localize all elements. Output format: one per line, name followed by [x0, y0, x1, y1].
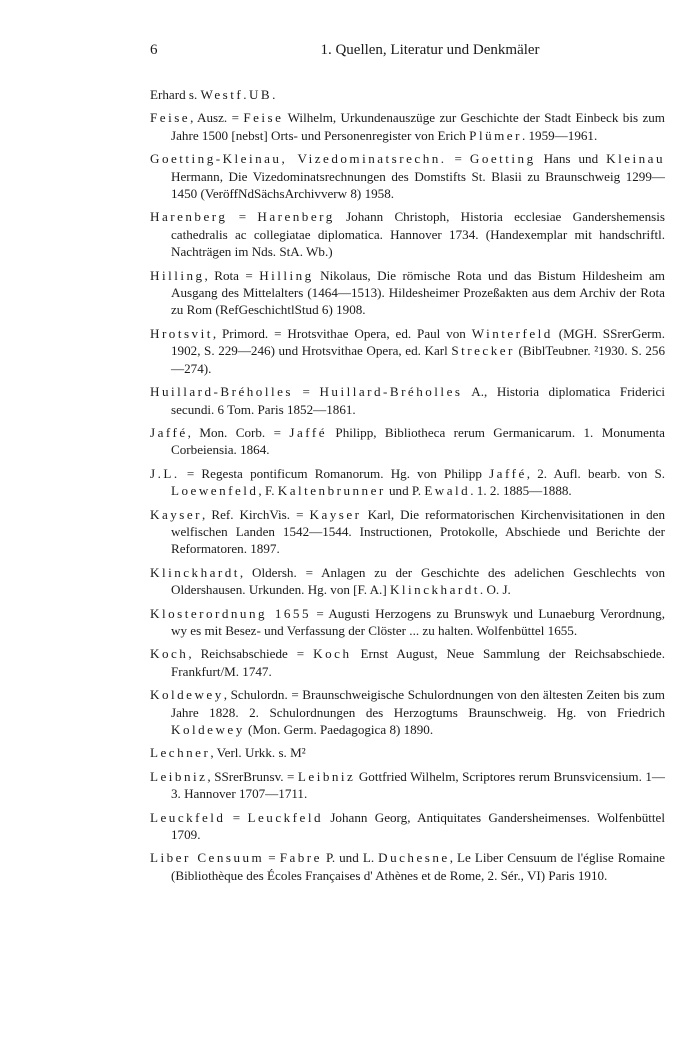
spaced-name: Koldewey [171, 722, 245, 737]
bibliography-entry [150, 768, 665, 803]
spaced-name: Harenberg [150, 209, 228, 225]
spaced-name: Huillard-Bréholles [319, 384, 463, 400]
spaced-name: J.L. [150, 465, 180, 481]
entry-text: Johann Christoph, Historia ecclesiae Gandershemensis cathedralis ac collegiatae diplomatica. Hannover 1734. (Handexemplar mit handschriftl. Nachträgen im Nds. StA. Wb.) [171, 209, 665, 260]
spaced-name: Leuckfeld [150, 809, 226, 825]
bibliography-entry [150, 208, 665, 260]
entry-text: = [227, 209, 258, 225]
entry-text: = Regesta pontificum Romanorum. Hg. von Philipp [179, 465, 490, 481]
spaced-name: Westf.UB [200, 87, 273, 102]
entry-text: Nikolaus, Die römische Rota und das Bistum Hildesheim am Ausgang des Mittelalters (1464—1513). Hildesheimer Prozeßakten aus dem Archiv der Rota zu Rom (RefGeschichtlStud 6) 1908. [171, 267, 665, 318]
spaced-name: Duchesne [378, 850, 450, 866]
spaced-name: Jaffé [489, 465, 527, 481]
spaced-name: Loewenfeld [171, 483, 259, 499]
entry-text: (BiblTeubner. ²1930. S. 256—274). [171, 343, 665, 376]
entry-text: = Augusti Herzogens zu Brunswyk und Lunaeburg Verordnung, wy es mit Besez- und Verfassung der Clöster ... zu halten. Wolfenbüttel 1655. [171, 605, 665, 638]
bibliography-entry [150, 564, 665, 599]
spaced-name: Klosterordnung 1655 [150, 605, 312, 621]
bibliography-entry [150, 744, 665, 761]
bibliography-entry [150, 686, 665, 738]
spaced-name: Liber Censuum [150, 850, 265, 866]
entry-text: P. und L. [321, 850, 379, 866]
bibliography-entry [150, 86, 665, 103]
entry-text: , Rota = [204, 267, 260, 283]
entry-text: , Reichsabschiede = [188, 646, 314, 662]
page-number: 6 [150, 42, 158, 58]
entry-text: Hermann, Die Vizedominatsrechnungen des Domstifts St. Blasii zu Braunschweig 1299—1450 (VeröffNdSächsArchivverw 8) 1958. [171, 168, 665, 202]
entry-text: = [225, 809, 248, 825]
spaced-name: Hrotsvit [150, 325, 213, 341]
entry-text: . 1959—1961. [521, 127, 598, 143]
page-header [150, 42, 670, 64]
spaced-name: Goetting-Kleinau, Vizedominatsrechn. [150, 151, 447, 167]
entry-text: , Le Liber Censuum de l'église Romaine (Bibliothèque des Écoles Françaises d' Athènes et de Rome, 2. Sér., VI) Paris 1910. [171, 850, 665, 883]
entry-text: , Ref. KirchVis. = [202, 506, 310, 522]
entry-text: . 1. 2. 1885—1888. [470, 483, 572, 499]
entry-text: , 2. Aufl. bearb. von S. [526, 465, 666, 481]
spaced-name: Kleinau [606, 151, 665, 167]
spaced-name: Leibniz [297, 768, 356, 784]
entry-text: , F. [258, 483, 278, 499]
entry-text: , Primord. = Hrotsvithae Opera, ed. Paul von [212, 325, 472, 341]
bibliography-entry [150, 506, 665, 558]
spaced-name: Feise [243, 110, 284, 126]
spaced-name: Koldewey [150, 687, 224, 703]
spaced-name: Jaffé [289, 424, 328, 440]
spaced-name: Ewald [424, 483, 471, 499]
bibliography-entry [150, 150, 665, 202]
spaced-name: Goetting [469, 151, 536, 167]
spaced-name: Plümer [469, 127, 522, 143]
spaced-name: Harenberg [257, 209, 335, 225]
entry-text: und P. [385, 483, 425, 499]
spaced-name: Fabre [279, 850, 322, 866]
spaced-name: Strecker [451, 343, 515, 359]
entry-text: , Oldersh. = Anlagen zu der Geschichte des adelichen Geschlechts von Oldershausen. Urkunden. Hg. von [F. A.] [171, 564, 665, 598]
bibliography-entry [150, 849, 665, 884]
entry-text: Wilhelm, Urkundenauszüge zur Geschichte der Stadt Einbeck bis zum Jahre 1500 [nebst] Orts- und Personenregister von Erich [171, 110, 665, 143]
spaced-name: Kayser [309, 506, 362, 522]
entry-text: Erhard s. [150, 87, 201, 102]
spaced-name: Klinckhardt [150, 564, 240, 580]
entry-text: , Verl. Urkk. s. M² [210, 745, 306, 761]
bibliography-entry [150, 424, 665, 459]
bibliography-entry [150, 383, 665, 418]
spaced-name: Kayser [150, 506, 203, 522]
entry-text: . O. J. [479, 582, 511, 598]
spaced-name: Klinckhardt [389, 582, 480, 598]
spaced-name: Jaffé [150, 424, 188, 440]
bibliography-entry [150, 645, 665, 680]
bibliography-entry [150, 605, 665, 640]
entry-text: A., Historia diplomatica Friderici secundi. 6 Tom. Paris 1852—1861. [171, 384, 665, 417]
bibliography-entry [150, 109, 665, 144]
spaced-name: Hilling [259, 267, 314, 283]
bibliography-entry [150, 267, 665, 319]
bibliography-entry [150, 325, 665, 377]
entry-text: Philipp, Bibliotheca rerum Germanicarum. 1. Monumenta Corbeiensia. 1864. [171, 424, 665, 458]
entry-text: , Mon. Corb. = [187, 424, 290, 440]
entry-text: (MGH. SSrerGerm. 1902, S. 229—246) und Hrotsvithae Opera, ed. Karl [171, 325, 665, 359]
spaced-name: Koch [313, 646, 352, 662]
spaced-name: Huillard-Bréholles [150, 384, 293, 400]
bibliography-entry [150, 465, 665, 500]
entry-text: Gottfried Wilhelm, Scriptores rerum Brunsvicensium. 1—3. Hannover 1707—1711. [171, 768, 666, 802]
entry-text: = [264, 850, 280, 866]
entry-text: Karl, Die reformatorischen Kirchenvisitationen in den welfischen Landen 1542—1544. Instructionen, Protokolle, Abschiede und Berichte der Reformatoren. 1897. [171, 506, 666, 557]
bibliography-entry [150, 809, 665, 844]
entry-text: Johann Georg, Antiquitates Gandersheimenses. Wolfenbüttel 1709. [171, 809, 665, 843]
entry-text: . [272, 87, 276, 102]
bibliography-list [150, 86, 665, 890]
spaced-name: Leibniz [150, 768, 208, 784]
entry-text: , SSrerBrunsv. = [207, 768, 298, 784]
entry-text: , Ausz. = [190, 110, 244, 126]
entry-text: = [292, 384, 320, 400]
running-head: 1. Quellen, Literatur und Denkmäler [320, 42, 540, 58]
entry-text: Hans und [535, 151, 607, 167]
spaced-name: Feise [150, 110, 191, 126]
entry-text: , Schulordn. = Braunschweigische Schulordnungen von den ältesten Zeiten bis zum Jahre 1828. 2. Schulordnungen des Herzogtums Braunschweig. Hg. von Friedrich [171, 687, 665, 720]
spaced-name: Koch [150, 646, 189, 662]
spaced-name: Kaltenbrunner [277, 483, 386, 499]
entry-text: (Mon. Germ. Paedagogica 8) 1890. [244, 722, 434, 737]
spaced-name: Lechner [150, 745, 211, 761]
spaced-name: Leuckfeld [247, 809, 323, 825]
spaced-name: Winterfeld [471, 325, 553, 341]
spaced-name: Hilling [150, 267, 205, 283]
entry-text: = [446, 151, 470, 167]
entry-text: Ernst August, Neue Sammlung der Reichsabschiede. Frankfurt/M. 1747. [171, 646, 665, 679]
